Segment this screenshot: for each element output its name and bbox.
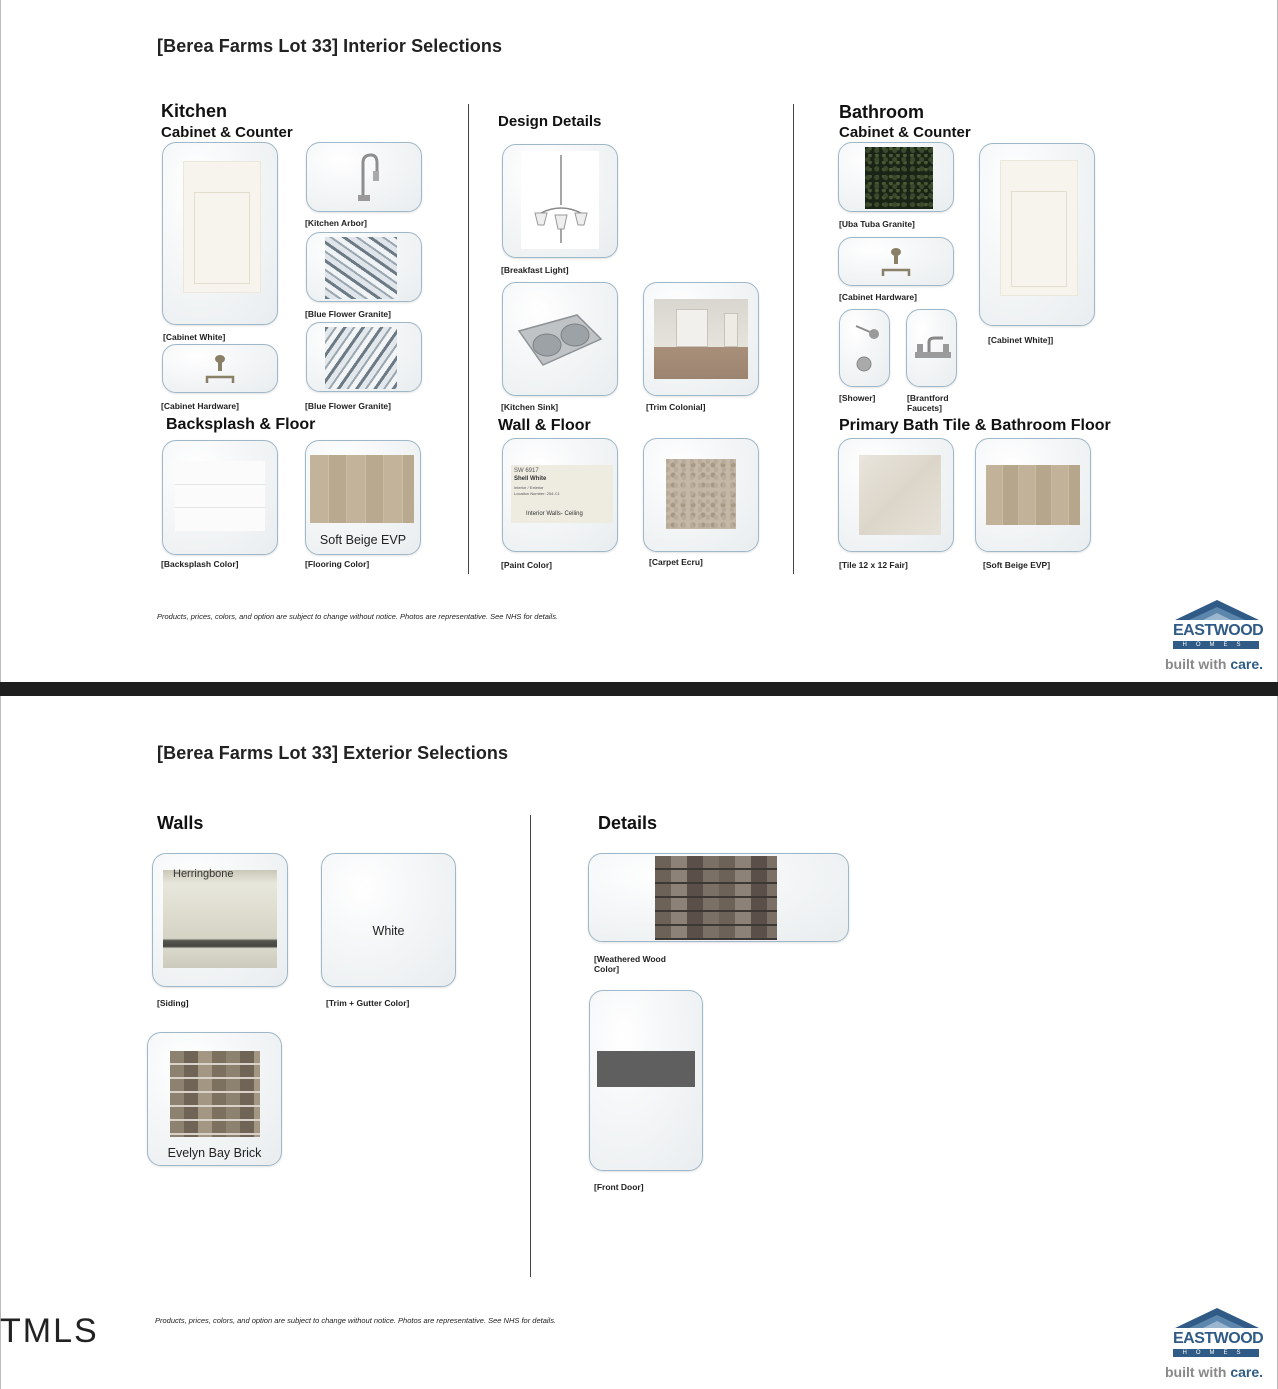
kitchen-subtitle: Cabinet & Counter [161,124,293,141]
siding-caption: [Siding] [157,998,189,1008]
shower-caption: [Shower] [839,393,876,403]
blue-flower-granite-swatch-2 [325,327,397,389]
tile-card [838,438,954,552]
trim-gutter-swatch-label: White [372,924,405,938]
blue-flower-granite-card-1 [306,232,422,302]
shell-white-paint-swatch [511,465,613,523]
carpet-ecru-swatch [666,459,736,529]
logo-wordmark: EASTWOOD [1173,622,1264,639]
siding-card [152,853,288,987]
bath-floor-card [975,438,1091,552]
wall-floor-title: Wall & Floor [498,417,591,434]
bath-hardware-card [838,237,954,286]
cabinet-door-swatch [183,161,261,293]
kitchen-arbor-caption: [Kitchen Arbor] [305,218,368,228]
eastwood-logo-2 [1165,1306,1275,1386]
mls-watermark: TMLS [0,1312,99,1350]
herringbone-siding-swatch [163,870,277,968]
logo-homes-band-2: HOMES [1173,1349,1259,1357]
subway-tile-swatch [175,461,265,531]
paint-color-caption: [Paint Color] [501,560,552,570]
interior-disclaimer: Products, prices, colors, and option are subject to change without notice. Photos are representative. See NHS for details. [157,612,559,621]
kitchen-hardware-card [162,344,278,393]
kitchen-cabinet-caption: [Cabinet White] [163,332,226,342]
cabinet-knob-icon [203,353,239,387]
bath-hardware-caption: [Cabinet Hardware] [839,292,917,302]
blue-flower-granite-swatch-1 [325,237,397,299]
trim-card [643,282,759,396]
logo-tagline: built with care. [1165,656,1264,672]
kitchen-sink-caption: [Kitchen Sink] [501,402,559,412]
exterior-title: [Berea Farms Lot 33] Exterior Selections [157,743,509,763]
blue-flower-granite-caption-1: [Blue Flower Granite] [305,309,391,319]
evelyn-bay-brick-swatch [170,1051,260,1137]
logo-wordmark-2: EASTWOOD [1173,1330,1264,1347]
paint-name: Shell White [514,476,547,482]
paint-detail-2: Location Number: 254-C1 [514,491,560,496]
bathroom-subtitle: Cabinet & Counter [839,124,971,141]
paint-usage: Interior Walls- Ceiling [526,511,583,517]
faucets-card [906,309,957,387]
kitchen-cabinet-card [162,142,278,325]
trim-gutter-card [321,853,456,987]
bath-cabinet-door-swatch [1000,160,1078,296]
primary-bath-title: Primary Bath Tile & Bathroom Floor [839,417,1111,434]
eastwood-roof-icon-2 [1175,1306,1259,1330]
carpet-caption: [Carpet Ecru] [649,557,703,567]
siding-swatch-label: Herringbone [173,868,234,880]
weathered-wood-shingle-swatch [655,856,777,940]
blue-flower-granite-card-2 [306,322,422,392]
paint-detail-1: Interior / Exterior [514,485,544,490]
backsplash-floor-title: Backsplash & Floor [166,416,316,433]
faucets-caption-line2: Faucets] [907,403,942,413]
double-sink-icon [517,311,603,369]
column-divider-2 [793,104,794,574]
flooring-swatch-label: Soft Beige EVP [319,533,407,547]
shower-card [839,309,890,387]
front-door-color-swatch [597,1051,695,1087]
carpet-card [643,438,759,552]
tile-caption: [Tile 12 x 12 Fair] [839,560,908,570]
breakfast-light-caption: [Breakfast Light] [501,265,569,275]
roof-caption-line2: Color] [594,964,620,974]
roof-caption-line1: [Weathered Wood [594,954,666,964]
trim-colonial-photo [654,299,748,379]
bath-cabinet-caption: [Cabinet White]] [988,335,1054,345]
backsplash-card [162,440,278,555]
paint-color-card [502,438,618,552]
design-details-title: Design Details [498,113,602,130]
bathroom-title: Bathroom [839,102,924,122]
blue-flower-granite-caption-2: [Blue Flower Granite] [305,401,391,411]
bath-soft-beige-evp-swatch [986,465,1080,525]
fair-tile-swatch [859,455,941,535]
walls-title: Walls [157,813,204,833]
shower-head-icon [850,318,882,380]
brick-card [147,1032,282,1166]
uba-tuba-granite-swatch [865,147,933,209]
kitchen-sink-card [502,282,618,396]
uba-tuba-granite-caption: [Uba Tuba Granite] [839,219,915,229]
paint-code: SW 6917 [514,468,539,474]
exterior-disclaimer: Products, prices, colors, and option are subject to change without notice. Photos are representative. See NHS for details. [155,1316,557,1325]
faucet-icon [347,151,383,203]
flooring-card [305,440,421,555]
exterior-column-divider [530,815,531,1277]
brick-swatch-label: Evelyn Bay Brick [167,1146,262,1160]
chandelier-icon [531,155,591,247]
bath-floor-caption: [Soft Beige EVP] [983,560,1051,570]
front-door-caption: [Front Door] [594,1182,644,1192]
trim-gutter-caption: [Trim + Gutter Color] [326,998,410,1008]
kitchen-title: Kitchen [161,101,228,121]
breakfast-light-card [502,144,618,258]
details-title: Details [598,813,658,833]
roof-shingle-card [588,853,849,942]
page-separator [0,682,1278,696]
bath-knob-icon [879,246,915,280]
soft-beige-evp-swatch [310,455,414,523]
eastwood-roof-icon [1175,598,1259,622]
logo-tagline-2: built with care. [1165,1364,1264,1380]
front-door-card [589,990,703,1171]
interior-selections-page [0,0,1278,682]
kitchen-arbor-card [306,142,422,212]
kitchen-hardware-caption: [Cabinet Hardware] [161,401,239,411]
interior-title: [Berea Farms Lot 33] Interior Selections [157,36,503,56]
flooring-caption: [Flooring Color] [305,559,370,569]
eastwood-logo [1165,598,1275,678]
bath-cabinet-card [979,143,1095,326]
faucets-caption-line1: [Brantford [907,393,949,403]
backsplash-caption: [Backsplash Color] [161,559,239,569]
column-divider-1 [468,104,469,574]
exterior-selections-page [0,696,1278,1389]
uba-tuba-granite-card [838,142,954,212]
logo-homes-band: HOMES [1173,641,1259,649]
trim-caption: [Trim Colonial] [646,402,706,412]
bath-faucet-icon [913,334,953,364]
